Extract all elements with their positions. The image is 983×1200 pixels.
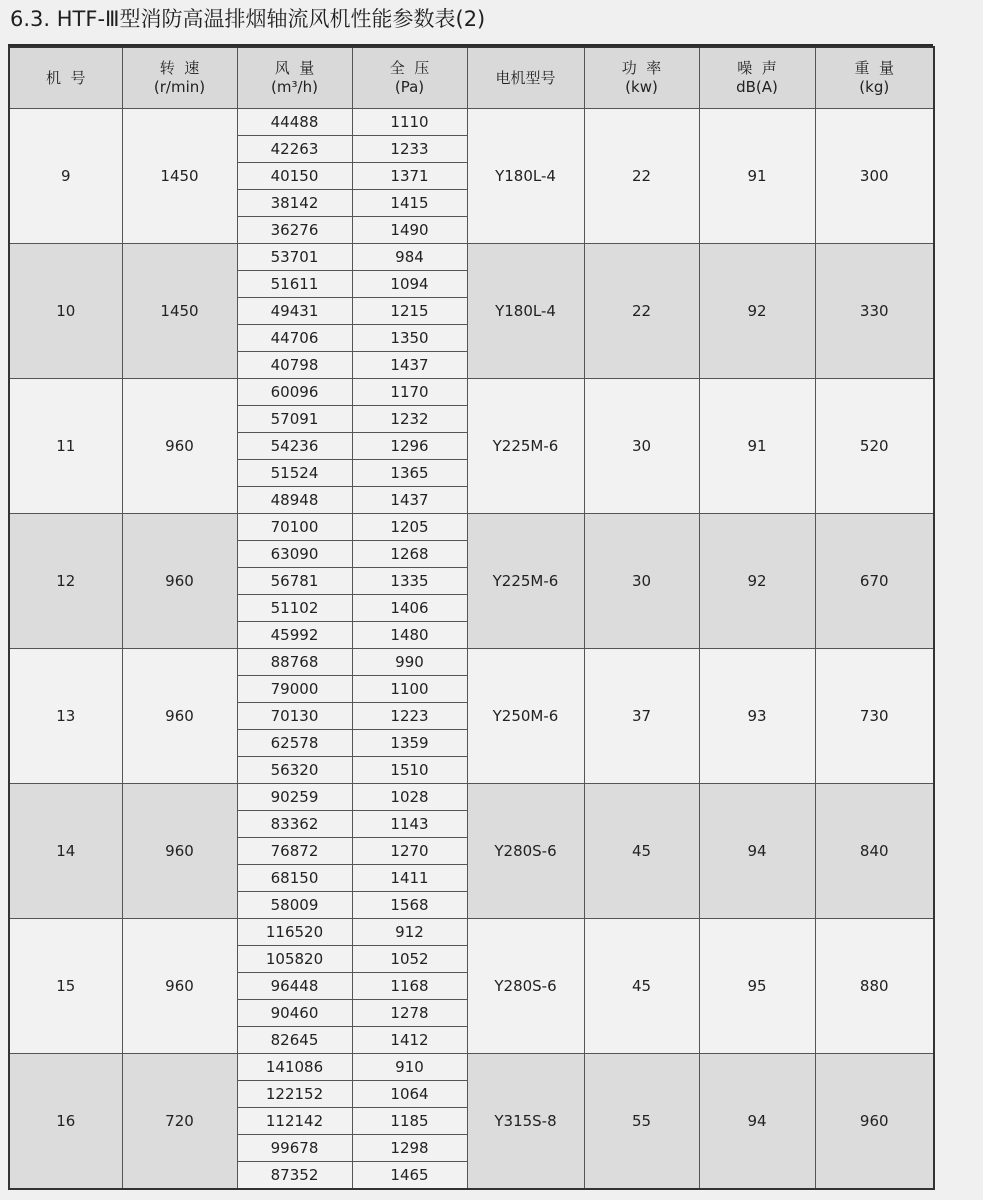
- pressure-cell: 1232: [352, 406, 467, 433]
- pressure-cell: 1371: [352, 163, 467, 190]
- table-row: [9, 379, 934, 406]
- table-row: [9, 784, 934, 811]
- speed-cell: 720: [122, 1054, 237, 1190]
- pressure-cell: 1365: [352, 460, 467, 487]
- pressure-cell: 1143: [352, 811, 467, 838]
- airflow-cell: 45992: [237, 622, 352, 649]
- noise-cell: 91: [699, 109, 815, 244]
- weight-cell: 840: [815, 784, 934, 919]
- power-cell: 30: [584, 514, 699, 649]
- airflow-cell: 96448: [237, 973, 352, 1000]
- airflow-cell: 99678: [237, 1135, 352, 1162]
- noise-cell: 93: [699, 649, 815, 784]
- airflow-cell: 112142: [237, 1108, 352, 1135]
- airflow-cell: 83362: [237, 811, 352, 838]
- power-cell: 45: [584, 784, 699, 919]
- pressure-cell: 1411: [352, 865, 467, 892]
- airflow-cell: 51611: [237, 271, 352, 298]
- pressure-cell: 1465: [352, 1162, 467, 1190]
- table-row: [9, 919, 934, 946]
- header-weight: [815, 47, 934, 109]
- pressure-cell: 1052: [352, 946, 467, 973]
- pressure-cell: 1168: [352, 973, 467, 1000]
- motor-model-cell: Y180L-4: [467, 244, 584, 379]
- noise-cell: 95: [699, 919, 815, 1054]
- header-speed: [122, 47, 237, 109]
- model-number-cell: 13: [9, 649, 122, 784]
- table-body: [9, 109, 934, 1190]
- model-number-cell: 14: [9, 784, 122, 919]
- pressure-cell: 1298: [352, 1135, 467, 1162]
- airflow-cell: 38142: [237, 190, 352, 217]
- table-row: [9, 244, 934, 271]
- pressure-cell: 1270: [352, 838, 467, 865]
- pressure-cell: 1406: [352, 595, 467, 622]
- table-row: [9, 649, 934, 676]
- pressure-cell: 1568: [352, 892, 467, 919]
- motor-model-cell: Y280S-6: [467, 919, 584, 1054]
- airflow-cell: 56781: [237, 568, 352, 595]
- header-power-unit: (kw): [625, 78, 658, 96]
- speed-cell: 1450: [122, 244, 237, 379]
- airflow-cell: 56320: [237, 757, 352, 784]
- power-cell: 22: [584, 109, 699, 244]
- pressure-cell: 1028: [352, 784, 467, 811]
- airflow-cell: 44706: [237, 325, 352, 352]
- motor-model-cell: Y225M-6: [467, 514, 584, 649]
- pressure-cell: 1094: [352, 271, 467, 298]
- pressure-cell: 1510: [352, 757, 467, 784]
- model-number-cell: 10: [9, 244, 122, 379]
- airflow-cell: 53701: [237, 244, 352, 271]
- header-model: [9, 47, 122, 109]
- weight-cell: 330: [815, 244, 934, 379]
- motor-model-cell: Y180L-4: [467, 109, 584, 244]
- pressure-cell: 912: [352, 919, 467, 946]
- header-weight-label: 重 量: [854, 59, 895, 77]
- model-number-cell: 16: [9, 1054, 122, 1190]
- pressure-cell: 1296: [352, 433, 467, 460]
- weight-cell: 520: [815, 379, 934, 514]
- airflow-cell: 90460: [237, 1000, 352, 1027]
- power-cell: 37: [584, 649, 699, 784]
- pressure-cell: 1437: [352, 487, 467, 514]
- pressure-cell: 1185: [352, 1108, 467, 1135]
- model-number-cell: 9: [9, 109, 122, 244]
- pressure-cell: 1233: [352, 136, 467, 163]
- pressure-cell: 1335: [352, 568, 467, 595]
- noise-cell: 94: [699, 1054, 815, 1190]
- power-cell: 45: [584, 919, 699, 1054]
- pressure-cell: 1278: [352, 1000, 467, 1027]
- airflow-cell: 36276: [237, 217, 352, 244]
- airflow-cell: 141086: [237, 1054, 352, 1081]
- airflow-cell: 122152: [237, 1081, 352, 1108]
- model-number-cell: 12: [9, 514, 122, 649]
- airflow-cell: 42263: [237, 136, 352, 163]
- airflow-cell: 58009: [237, 892, 352, 919]
- header-noise-unit: dB(A): [736, 78, 778, 96]
- speed-cell: 960: [122, 649, 237, 784]
- header-row: [9, 47, 934, 109]
- motor-model-cell: Y280S-6: [467, 784, 584, 919]
- pressure-cell: 1350: [352, 325, 467, 352]
- pressure-cell: 910: [352, 1054, 467, 1081]
- airflow-cell: 57091: [237, 406, 352, 433]
- pressure-cell: 1480: [352, 622, 467, 649]
- airflow-cell: 63090: [237, 541, 352, 568]
- pressure-cell: 984: [352, 244, 467, 271]
- pressure-cell: 1205: [352, 514, 467, 541]
- power-cell: 30: [584, 379, 699, 514]
- noise-cell: 94: [699, 784, 815, 919]
- header-pressure-label: 全 压: [389, 59, 430, 77]
- speed-cell: 960: [122, 919, 237, 1054]
- header-power-label: 功 率: [621, 59, 662, 77]
- airflow-cell: 40150: [237, 163, 352, 190]
- header-motor: [467, 47, 584, 109]
- motor-model-cell: Y315S-8: [467, 1054, 584, 1190]
- header-pressure-unit: (Pa): [394, 78, 425, 96]
- airflow-cell: 44488: [237, 109, 352, 136]
- pressure-cell: 1170: [352, 379, 467, 406]
- speed-cell: 1450: [122, 109, 237, 244]
- airflow-cell: 60096: [237, 379, 352, 406]
- pressure-cell: 1215: [352, 298, 467, 325]
- header-weight-unit: (kg): [859, 78, 890, 96]
- pressure-cell: 1100: [352, 676, 467, 703]
- noise-cell: 92: [699, 244, 815, 379]
- header-noise: [699, 47, 815, 109]
- header-airflow-unit: (m³/h): [271, 78, 318, 96]
- pressure-cell: 1223: [352, 703, 467, 730]
- pressure-cell: 1412: [352, 1027, 467, 1054]
- airflow-cell: 82645: [237, 1027, 352, 1054]
- speed-cell: 960: [122, 379, 237, 514]
- airflow-cell: 90259: [237, 784, 352, 811]
- pressure-cell: 1359: [352, 730, 467, 757]
- header-noise-label: 噪 声: [737, 59, 777, 77]
- airflow-cell: 48948: [237, 487, 352, 514]
- airflow-cell: 87352: [237, 1162, 352, 1190]
- header-model-label: 机 号: [45, 68, 86, 87]
- airflow-cell: 88768: [237, 649, 352, 676]
- airflow-cell: 116520: [237, 919, 352, 946]
- airflow-cell: 105820: [237, 946, 352, 973]
- pressure-cell: 990: [352, 649, 467, 676]
- weight-cell: 300: [815, 109, 934, 244]
- weight-cell: 960: [815, 1054, 934, 1190]
- airflow-cell: 79000: [237, 676, 352, 703]
- weight-cell: 880: [815, 919, 934, 1054]
- airflow-cell: 70130: [237, 703, 352, 730]
- header-speed-label: 转 速: [159, 59, 200, 77]
- airflow-cell: 70100: [237, 514, 352, 541]
- airflow-cell: 62578: [237, 730, 352, 757]
- performance-table: [8, 46, 935, 1190]
- airflow-cell: 54236: [237, 433, 352, 460]
- airflow-cell: 49431: [237, 298, 352, 325]
- power-cell: 55: [584, 1054, 699, 1190]
- pressure-cell: 1415: [352, 190, 467, 217]
- motor-model-cell: Y250M-6: [467, 649, 584, 784]
- table-row: [9, 514, 934, 541]
- table-row: [9, 109, 934, 136]
- airflow-cell: 76872: [237, 838, 352, 865]
- airflow-cell: 51524: [237, 460, 352, 487]
- header-pressure: [352, 47, 467, 109]
- header-airflow: [237, 47, 352, 109]
- speed-cell: 960: [122, 784, 237, 919]
- pressure-cell: 1490: [352, 217, 467, 244]
- noise-cell: 92: [699, 514, 815, 649]
- header-motor-label: 电机型号: [495, 68, 556, 87]
- pressure-cell: 1110: [352, 109, 467, 136]
- model-number-cell: 11: [9, 379, 122, 514]
- model-number-cell: 15: [9, 919, 122, 1054]
- header-speed-unit: (r/min): [153, 78, 206, 96]
- noise-cell: 91: [699, 379, 815, 514]
- pressure-cell: 1268: [352, 541, 467, 568]
- weight-cell: 670: [815, 514, 934, 649]
- speed-cell: 960: [122, 514, 237, 649]
- power-cell: 22: [584, 244, 699, 379]
- pressure-cell: 1064: [352, 1081, 467, 1108]
- weight-cell: 730: [815, 649, 934, 784]
- airflow-cell: 51102: [237, 595, 352, 622]
- header-power: [584, 47, 699, 109]
- airflow-cell: 68150: [237, 865, 352, 892]
- table-row: [9, 1054, 934, 1081]
- motor-model-cell: Y225M-6: [467, 379, 584, 514]
- header-airflow-label: 风 量: [274, 59, 315, 77]
- airflow-cell: 40798: [237, 352, 352, 379]
- document-title: 6.3. HTF-Ⅲ型消防高温排烟轴流风机性能参数表(2): [10, 7, 486, 31]
- pressure-cell: 1437: [352, 352, 467, 379]
